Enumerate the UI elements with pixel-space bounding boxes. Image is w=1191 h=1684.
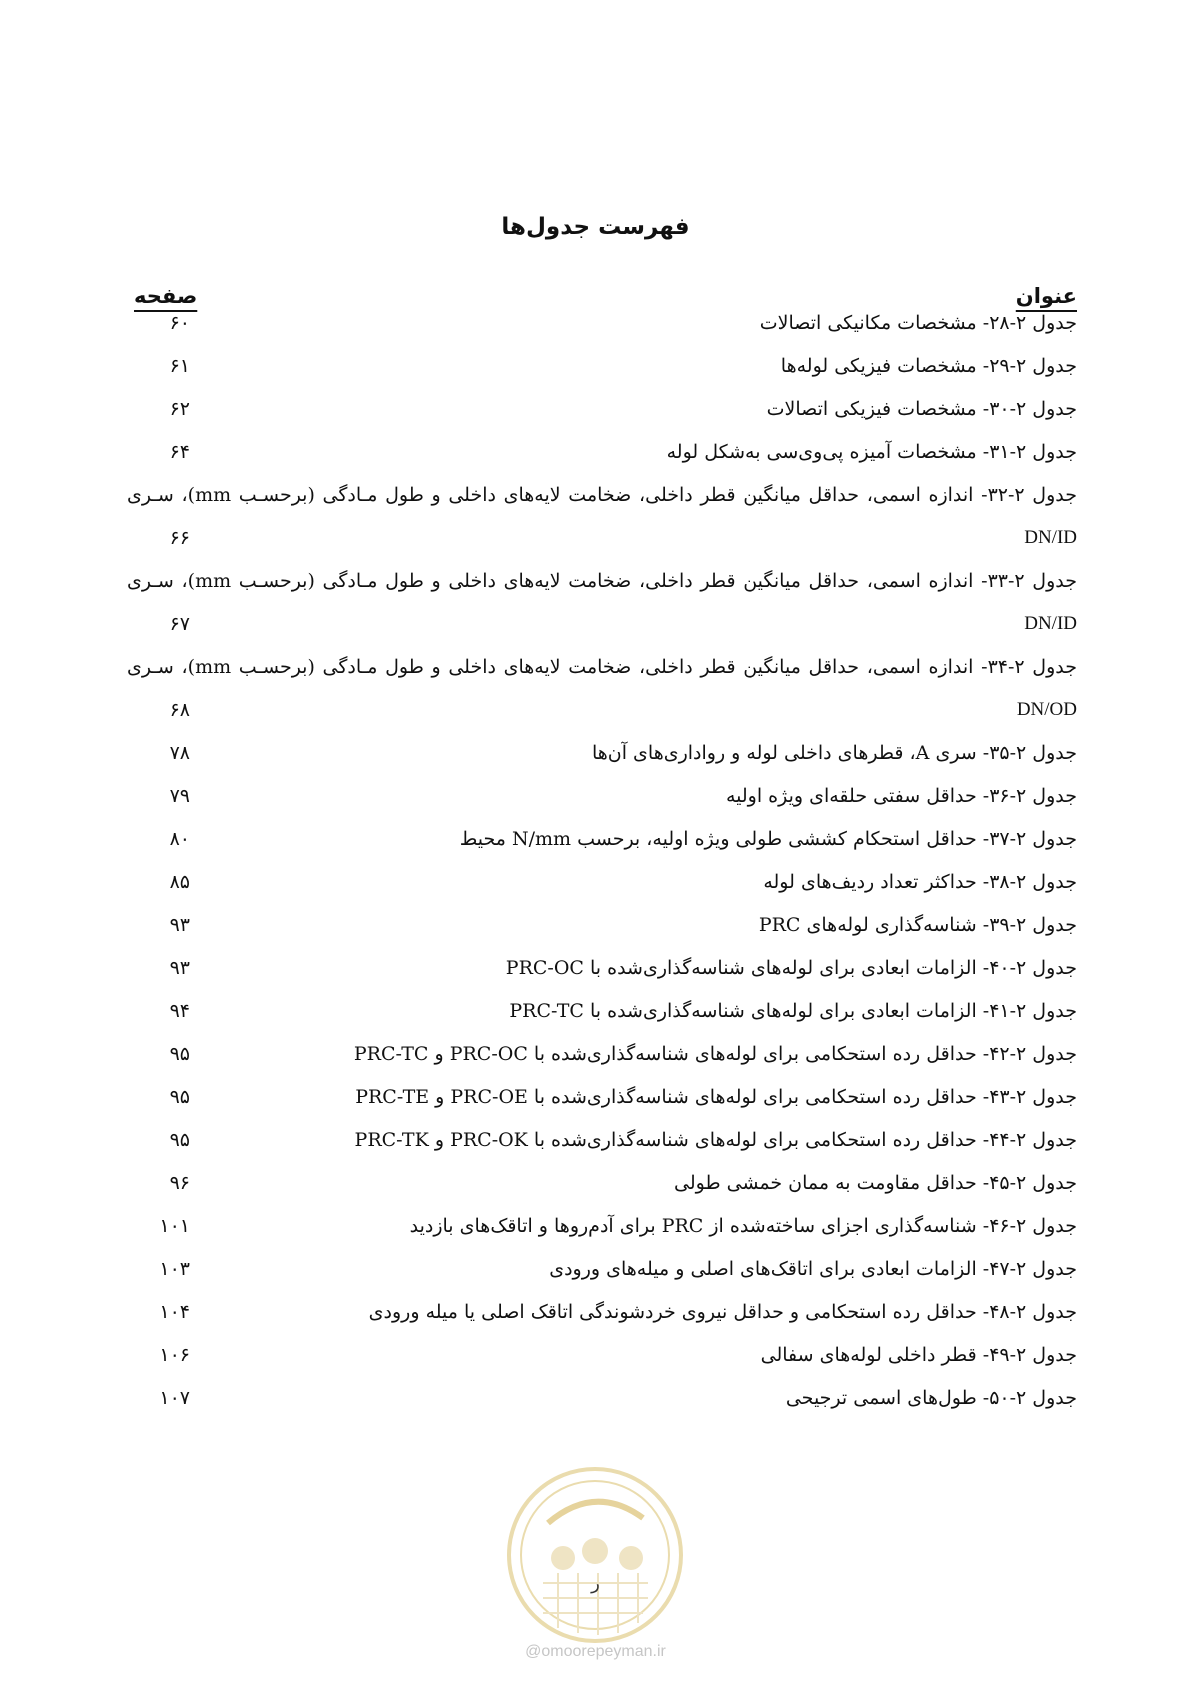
toc-entry-title: جدول ۲-۲۸- مشخصات مکانیکی اتصالات: [759, 312, 1077, 334]
toc-entry: [0, 1203, 1191, 1249]
toc-entry-page: ۶۴: [169, 441, 190, 463]
toc-entry-continuation: [0, 601, 1191, 647]
toc-entry: [0, 558, 1191, 604]
toc-entry: [0, 945, 1191, 991]
toc-entry-page: ۶۲: [169, 398, 190, 420]
toc-entry-continuation: [0, 687, 1191, 733]
toc-entry: [0, 472, 1191, 518]
toc-entry-page: ۹۵: [169, 1129, 190, 1151]
toc-entry-page: ۹۵: [169, 1043, 190, 1065]
toc-entry-title: جدول ۲-۵۰- طول‌های اسمی ترجیحی: [785, 1387, 1077, 1409]
toc-entry: [0, 1246, 1191, 1292]
watermark-logo-icon: [503, 1463, 688, 1648]
toc-entry-page: ۷۹: [169, 785, 190, 807]
toc-entry-title: جدول ۲-۴۹- قطر داخلی لوله‌های سفالی: [760, 1344, 1077, 1366]
toc-entry: [0, 429, 1191, 475]
toc-entry: [0, 1074, 1191, 1120]
toc-entry-page: ۱۰۴: [159, 1301, 190, 1323]
toc-entry-page: ۹۳: [169, 957, 190, 979]
toc-entry: [0, 644, 1191, 690]
toc-entry-title: جدول ۲-۴۶- شناسه‌گذاری اجزای ساخته‌شده از PRC برای آدم‌روها و اتاقک‌های بازدید: [409, 1215, 1077, 1237]
toc-entry-title: جدول ۲-۳۹- شناسه‌گذاری لوله‌های PRC: [758, 914, 1077, 936]
toc-entry-page: ۱۰۳: [159, 1258, 190, 1280]
toc-entry: [0, 773, 1191, 819]
toc-entry-title: جدول ۲-۳۴- اندازه اسمی، حداقل میانگین قطر داخلی، ضخامت لایه‌های داخلی و طول مـادگی (برحسـب mm)، سـری: [127, 656, 1077, 678]
toc-entry-page: ۹۵: [169, 1086, 190, 1108]
toc-entry-page: ۱۰۶: [159, 1344, 190, 1366]
toc-entry-page: ۶۶: [169, 527, 190, 549]
toc-entry: [0, 1289, 1191, 1335]
toc-entry: [0, 1375, 1191, 1421]
toc-entry-title-continued: DN/ID: [1024, 527, 1077, 548]
toc-entry: [0, 816, 1191, 862]
toc-entry-title: جدول ۲-۴۵- حداقل مقاومت به ممان خمشی طولی: [674, 1172, 1077, 1194]
toc-entry-page: ۹۶: [169, 1172, 190, 1194]
toc-entry-page: ۸۵: [169, 871, 190, 893]
toc-entry-title: جدول ۲-۴۴- حداقل رده استحکامی برای لوله‌های شناسه‌گذاری‌شده با PRC-OK و PRC-TK: [354, 1129, 1077, 1151]
page-title: فهرست جدول‌ها: [501, 214, 690, 240]
toc-entry: [0, 730, 1191, 776]
toc-entry-continuation: [0, 515, 1191, 561]
toc-entry-title: جدول ۲-۴۰- الزامات ابعادی برای لوله‌های شناسه‌گذاری‌شده با PRC-OC: [505, 957, 1077, 979]
toc-entry-title: جدول ۲-۴۱- الزامات ابعادی برای لوله‌های شناسه‌گذاری‌شده با PRC-TC: [509, 1000, 1077, 1022]
toc-entry-page: ۱۰۷: [159, 1387, 190, 1409]
toc-entry-title: جدول ۲-۳۳- اندازه اسمی، حداقل میانگین قطر داخلی، ضخامت لایه‌های داخلی و طول مـادگی (برحسـب mm)، سـری: [127, 570, 1077, 592]
toc-entry-title: جدول ۲-۳۵- سری A، قطرهای داخلی لوله و رواداری‌های آن‌ها: [591, 742, 1077, 764]
toc-entry-title: جدول ۲-۴۲- حداقل رده استحکامی برای لوله‌های شناسه‌گذاری‌شده با PRC-OC و PRC-TC: [353, 1043, 1077, 1065]
toc-entry-page: ۹۴: [169, 1000, 190, 1022]
toc-entry-title: جدول ۲-۴۳- حداقل رده استحکامی برای لوله‌های شناسه‌گذاری‌شده با PRC-OE و PRC-TE: [355, 1086, 1077, 1108]
toc-entry-title: جدول ۲-۳۸- حداکثر تعداد ردیف‌های لوله: [763, 871, 1077, 893]
toc-entry-title: جدول ۲-۳۰- مشخصات فیزیکی اتصالات: [766, 398, 1077, 420]
toc-entry: [0, 902, 1191, 948]
column-header-title: عنوان: [1015, 284, 1077, 308]
toc-entry: [0, 1332, 1191, 1378]
toc-entry: [0, 343, 1191, 389]
toc-entry-page: ۶۰: [169, 312, 190, 334]
toc-entry-page: ۸۰: [169, 828, 190, 850]
toc-entry-title-continued: DN/ID: [1024, 613, 1077, 634]
toc-entry-title: جدول ۲-۴۷- الزامات ابعادی برای اتاقک‌های اصلی و میله‌های ورودی: [549, 1258, 1077, 1280]
toc-entry-page: ۶۱: [169, 355, 190, 377]
toc-entry-page: ۱۰۱: [159, 1215, 190, 1237]
toc-entry-page: ۶۷: [169, 613, 190, 635]
toc-entry: [0, 1117, 1191, 1163]
toc-entry-page: ۹۳: [169, 914, 190, 936]
toc-entry-title: جدول ۲-۳۱- مشخصات آمیزه پی‌وی‌سی به‌شکل لوله: [666, 441, 1077, 463]
toc-entry-title-continued: DN/OD: [1016, 699, 1077, 720]
toc-entry: [0, 300, 1191, 346]
watermark-url: @omoorepeyman.ir: [525, 1643, 666, 1660]
toc-entry: [0, 386, 1191, 432]
toc-entry: [0, 988, 1191, 1034]
toc-entry-page: ۶۸: [169, 699, 190, 721]
toc-entry-title: جدول ۲-۴۸- حداقل رده استحکامی و حداقل نیروی خردشوندگی اتاقک اصلی یا میله ورودی: [368, 1301, 1077, 1323]
toc-entry-title: جدول ۲-۳۶- حداقل سفتی حلقه‌ای ویژه اولیه: [725, 785, 1077, 807]
toc-entry: [0, 859, 1191, 905]
toc-entry: [0, 1031, 1191, 1077]
toc-entry-page: ۷۸: [169, 742, 190, 764]
toc-entry: [0, 1160, 1191, 1206]
column-header-page: صفحه: [134, 284, 198, 308]
toc-entry-title: جدول ۲-۳۷- حداقل استحکام کششی طولی ویژه اولیه، برحسب N/mm محیط: [459, 828, 1077, 850]
page-number: ر: [591, 1573, 600, 1594]
toc-entry-title: جدول ۲-۳۲- اندازه اسمی، حداقل میانگین قطر داخلی، ضخامت لایه‌های داخلی و طول مـادگی (برحسـب mm)، سـری: [127, 484, 1077, 506]
toc-entry-title: جدول ۲-۲۹- مشخصات فیزیکی لوله‌ها: [780, 355, 1077, 377]
